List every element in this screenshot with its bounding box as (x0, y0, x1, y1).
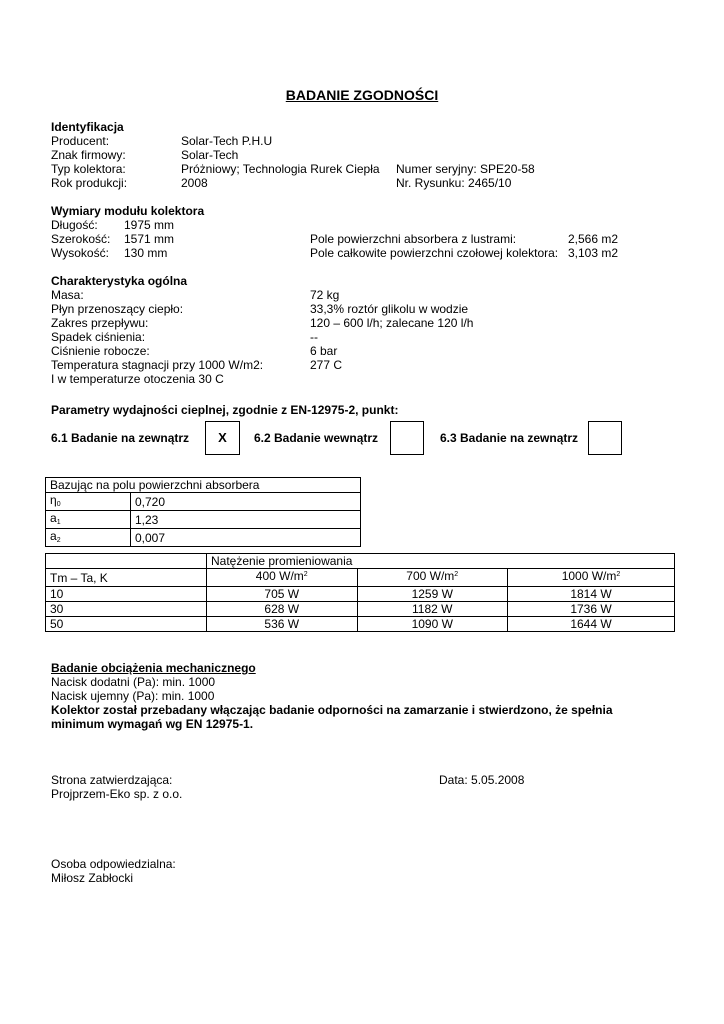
page-title: BADANIE ZGODNOŚCI (285, 87, 439, 103)
test-outdoor-label: 6.1 Badanie na zewnątrz (51, 431, 190, 445)
brand-label: Znak firmowy: (51, 148, 126, 162)
char-label: Ciśnienie robocze: (51, 344, 150, 358)
char-value: 72 kg (310, 288, 340, 302)
char-label: Temperatura stagnacji przy 1000 W/m2: (51, 358, 264, 372)
positive-pressure: Nacisk dodatni (Pa): min. 1000 (51, 675, 216, 689)
height-value: 130 mm (124, 246, 168, 260)
irradiance-header: Natężenie promieniowania (207, 554, 675, 569)
power-cell: 1644 W (508, 617, 675, 632)
collector-type-value: Próżniowy; Technologia Rurek Ciepła (181, 162, 380, 176)
coefficient-symbol: $\eta_0$ (46, 493, 131, 511)
power-cell: 536 W (207, 617, 358, 632)
dt-cell: 10 (46, 587, 207, 602)
table-row (46, 587, 675, 602)
height-label: Wysokość: (51, 246, 109, 260)
char-label: Spadek ciśnienia: (51, 330, 146, 344)
brand-value: Solar-Tech (181, 148, 239, 162)
coefficient-value: 0,720 (131, 493, 361, 511)
table-row (46, 602, 675, 617)
irradiance-column-header: 1000 $W/m^2$ (508, 569, 675, 587)
production-year-value: 2008 (181, 176, 208, 190)
char-label: Płyn przenoszący ciepło: (51, 302, 184, 316)
char-label: I w temperaturze otoczenia 30 C (51, 372, 224, 386)
negative-pressure: Nacisk ujemny (Pa): min. 1000 (51, 689, 215, 703)
table-row (46, 478, 361, 493)
test-indoor-label: 6.2 Badanie wewnątrz (254, 431, 379, 445)
table-row (46, 529, 361, 547)
char-value: 33,3% roztór glikolu w wodzie (310, 302, 469, 316)
gross-area-value: 3,103 m2 (568, 246, 619, 260)
collector-type-label: Typ kolektora: (51, 162, 126, 176)
table-row (46, 617, 675, 632)
test-outdoor-2-checkbox[interactable] (588, 421, 622, 455)
test-outdoor-2-label: 6.3 Badanie na zewnątrz (440, 431, 579, 445)
production-year-label: Rok produkcji: (51, 176, 128, 190)
dt-cell: 30 (46, 602, 207, 617)
conclusion-line-1: Kolektor został przebadany włączając badanie odporności na zamarzanie i stwierdzono, że spełnia (51, 703, 613, 717)
dt-cell: 50 (46, 617, 207, 632)
width-label: Szerokość: (51, 232, 111, 246)
dimensions-heading: Wymiary modułu kolektora (51, 204, 205, 218)
empty-cell (46, 554, 207, 569)
power-output-table (45, 553, 675, 632)
power-cell: 1736 W (508, 602, 675, 617)
char-label: Zakres przepływu: (51, 316, 149, 330)
table-row (46, 493, 361, 511)
producer-value: Solar-Tech P.H.U (181, 134, 273, 148)
gross-area-label: Pole całkowite powierzchni czołowej kolektora: (310, 246, 559, 260)
table-row (46, 554, 675, 569)
test-outdoor-checkbox[interactable]: X (205, 421, 240, 455)
responsible-person-label: Osoba odpowiedzialna: (51, 857, 176, 871)
char-value: 6 bar (310, 344, 338, 358)
power-cell: 628 W (207, 602, 358, 617)
absorber-area-value: 2,566 m2 (568, 232, 619, 246)
identification-heading: Identyfikacja (51, 120, 124, 134)
irradiance-column-header: 400 $W/m^2$ (207, 569, 358, 587)
approval-date: Data: 5.05.2008 (439, 773, 525, 787)
table-row (46, 569, 675, 587)
power-cell: 1090 W (357, 617, 508, 632)
mechanical-heading: Badanie obciążenia mechanicznego (51, 661, 256, 675)
coefficients-table (45, 477, 361, 547)
power-cell: 1259 W (357, 587, 508, 602)
length-value: 1975 mm (124, 218, 175, 232)
conclusion-line-2: minimum wymagań wg EN 12975-1. (51, 717, 254, 731)
coefficient-value: 1,23 (131, 511, 361, 529)
test-indoor-checkbox[interactable] (390, 421, 424, 455)
coefficient-symbol: $a_2$ (46, 529, 131, 547)
length-label: Długość: (51, 218, 98, 232)
drawing-number: Nr. Rysunku: 2465/10 (396, 176, 512, 190)
performance-heading: Parametry wydajności cieplnej, zgodnie z EN-12975-2, punkt: (51, 403, 399, 417)
approving-party-value: Projprzem-Eko sp. z o.o. (51, 787, 183, 801)
char-value: 120 – 600 l/h; zalecane 120 l/h (310, 316, 474, 330)
char-label: Masa: (51, 288, 84, 302)
characteristics-heading: Charakterystyka ogólna (51, 274, 188, 288)
coefficient-symbol: $a_1$ (46, 511, 131, 529)
responsible-person-value: Miłosz Zabłocki (51, 871, 134, 885)
absorber-area-label: Pole powierzchni absorbera z lustrami: (310, 232, 517, 246)
width-value: 1571 mm (124, 232, 175, 246)
approving-party-label: Strona zatwierdzająca: (51, 773, 173, 787)
char-value: 277 C (310, 358, 343, 372)
power-cell: 1814 W (508, 587, 675, 602)
dt-column-header: Tm – Ta, K (46, 569, 207, 587)
irradiance-column-header: 700 $W/m^2$ (357, 569, 508, 587)
char-value: -- (310, 330, 318, 344)
coefficient-value: 0,007 (131, 529, 361, 547)
power-cell: 1182 W (357, 602, 508, 617)
serial-number: Numer seryjny: SPE20-58 (396, 162, 535, 176)
producer-label: Producent: (51, 134, 110, 148)
table-row (46, 511, 361, 529)
power-cell: 705 W (207, 587, 358, 602)
coefficients-header: Bazując na polu powierzchni absorbera (46, 478, 361, 493)
